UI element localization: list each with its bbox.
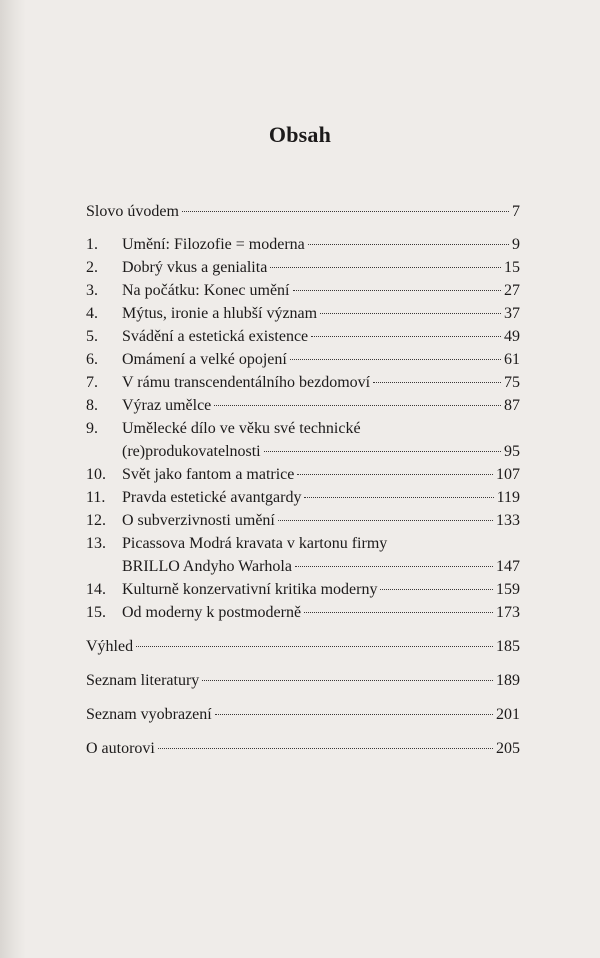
toc-entry-page: 173: [496, 604, 520, 621]
toc-entry-chapter-12[interactable]: [86, 509, 520, 532]
toc-entry-page: 7: [512, 203, 520, 220]
toc-entry-label: Na počátku: Konec umění: [122, 282, 290, 299]
toc-entry-number: 12.: [86, 512, 106, 529]
toc-entry-page: 49: [504, 328, 520, 345]
dot-leader: [295, 566, 493, 567]
toc-entry-second-line: [86, 555, 520, 578]
toc-entry-number: 11.: [86, 489, 106, 506]
toc-entry-chapter-1[interactable]: [86, 233, 520, 256]
toc-entry-illustrations[interactable]: [86, 703, 520, 726]
toc-entry-number: 15.: [86, 604, 106, 621]
dot-leader: [278, 520, 493, 521]
toc-entry-label: Umění: Filozofie = moderna: [122, 236, 305, 253]
toc-entry-bibliography[interactable]: [86, 669, 520, 692]
toc-entry-number: 3.: [86, 282, 98, 299]
toc-entry-label: Výraz umělce: [122, 397, 212, 414]
dot-leader: [182, 211, 509, 212]
toc-entry-chapter-15[interactable]: [86, 601, 520, 624]
toc-entry-page: 185: [496, 638, 520, 655]
toc-entry-label: Od moderny k postmoderně: [122, 604, 302, 621]
toc-entry-chapter-8[interactable]: [86, 394, 520, 417]
dot-leader: [293, 290, 502, 291]
toc-title: Obsah: [268, 122, 332, 147]
toc-entry-label: Slovo úvodem: [86, 203, 179, 220]
dot-leader: [158, 748, 493, 749]
toc-entry-chapter-10[interactable]: [86, 463, 520, 486]
toc-entry-page: 189: [496, 672, 520, 689]
toc-entry-label-line1: Picassova Modrá kravata v kartonu firmy: [122, 535, 388, 552]
toc-entry-page: 15: [504, 259, 520, 276]
toc-entry-chapter-14[interactable]: [86, 578, 520, 601]
toc-entry-chapter-2[interactable]: [86, 256, 520, 279]
toc-entry-number: 1.: [86, 236, 98, 253]
toc-entry-chapter-11[interactable]: [86, 486, 520, 509]
toc-entry-number: 2.: [86, 259, 98, 276]
toc-entry-number: 13.: [86, 535, 106, 552]
toc-entry-label: (re)produkovatelnosti: [122, 443, 261, 460]
toc-entry-label: Výhled: [86, 638, 134, 655]
toc-entry-label: Seznam vyobrazení: [86, 706, 212, 723]
toc-entry-label: Mýtus, ironie a hlubší význam: [122, 305, 318, 322]
toc-entry-second-line: [86, 440, 520, 463]
dot-leader: [297, 474, 493, 475]
toc-entry-page: 107: [496, 466, 520, 483]
dot-leader: [308, 244, 509, 245]
toc-entry-page: 27: [504, 282, 520, 299]
toc-entry-label: O autorovi: [86, 740, 155, 757]
dot-leader: [380, 589, 493, 590]
toc-entry-label: V rámu transcendentálního bezdomoví: [122, 374, 371, 391]
toc-entry-number: 7.: [86, 374, 98, 391]
toc-entry-number: 14.: [86, 581, 106, 598]
dot-leader: [214, 405, 501, 406]
toc-entry-about-author[interactable]: [86, 737, 520, 760]
dot-leader: [304, 497, 493, 498]
dot-leader: [215, 714, 493, 715]
toc-entry-chapter-6[interactable]: [86, 348, 520, 371]
toc-entry-page: 159: [496, 581, 520, 598]
toc-entry-label: O subverzivnosti umění: [122, 512, 275, 529]
toc-entry-outlook[interactable]: [86, 635, 520, 658]
toc-entry-label: Dobrý vkus a genialita: [122, 259, 268, 276]
toc-entry-first-line: [86, 417, 520, 440]
toc-entry-page: 95: [504, 443, 520, 460]
toc-entry-page: 205: [496, 740, 520, 757]
toc-entry-label: Seznam literatury: [86, 672, 200, 689]
toc-entry-page: 9: [512, 236, 520, 253]
table-of-contents: [86, 200, 520, 760]
toc-entry-chapter-9[interactable]: [86, 417, 520, 463]
toc-entry-page: 133: [496, 512, 520, 529]
toc-entry-number: 5.: [86, 328, 98, 345]
toc-entry-label: Svádění a estetická existence: [122, 328, 309, 345]
toc-entry-number: 4.: [86, 305, 98, 322]
toc-entry-page: 37: [504, 305, 520, 322]
toc-entry-label: Pravda estetické avantgardy: [122, 489, 302, 506]
toc-entry-foreword[interactable]: [86, 200, 520, 223]
dot-leader: [136, 646, 493, 647]
toc-entry-page: 147: [496, 558, 520, 575]
dot-leader: [290, 359, 501, 360]
dot-leader: [320, 313, 501, 314]
dot-leader: [264, 451, 501, 452]
toc-entry-label: Omámení a velké opojení: [122, 351, 287, 368]
dot-leader: [202, 680, 493, 681]
dot-leader: [373, 382, 501, 383]
toc-entry-page: 75: [504, 374, 520, 391]
toc-entry-label: Svět jako fantom a matrice: [122, 466, 295, 483]
toc-entry-page: 87: [504, 397, 520, 414]
toc-entry-chapter-4[interactable]: [86, 302, 520, 325]
toc-entry-page: 61: [504, 351, 520, 368]
toc-entry-chapter-5[interactable]: [86, 325, 520, 348]
toc-entry-label: Kulturně konzervativní kritika moderny: [122, 581, 378, 598]
toc-entry-first-line: [86, 532, 520, 555]
toc-entry-number: 6.: [86, 351, 98, 368]
dot-leader: [270, 267, 501, 268]
toc-entry-page: 201: [496, 706, 520, 723]
toc-entry-chapter-7[interactable]: [86, 371, 520, 394]
toc-entry-page: 119: [496, 489, 520, 506]
toc-entry-label-line1: Umělecké dílo ve věku své technické: [122, 420, 361, 437]
toc-entry-number: 10.: [86, 466, 106, 483]
toc-entry-number: 8.: [86, 397, 98, 414]
toc-entry-chapter-3[interactable]: [86, 279, 520, 302]
dot-leader: [304, 612, 493, 613]
toc-entry-chapter-13[interactable]: [86, 532, 520, 578]
toc-entry-label: BRILLO Andyho Warhola: [122, 558, 292, 575]
dot-leader: [311, 336, 501, 337]
toc-entry-number: 9.: [86, 420, 98, 437]
